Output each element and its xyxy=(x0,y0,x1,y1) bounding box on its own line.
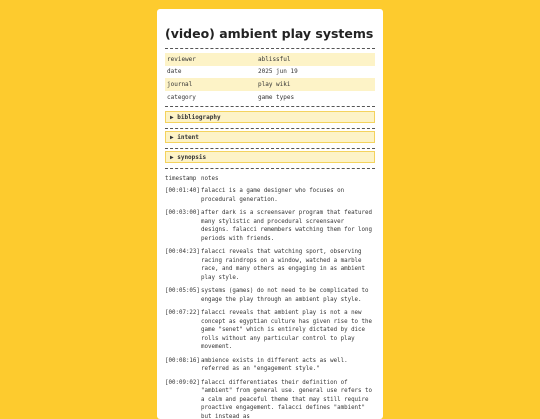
note-row xyxy=(165,248,375,282)
meta-key: category xyxy=(167,93,196,101)
note-timestamp: [00:01:40] xyxy=(165,188,200,195)
note-text: systems (games) do not need to be complicated to engage the play through an ambient play style. xyxy=(201,288,369,303)
note-timestamp: [00:04:23] xyxy=(165,249,200,256)
meta-row-date xyxy=(165,66,375,79)
page-title: (video) ambient play systems xyxy=(165,26,375,49)
section-intent-toggle[interactable]: ▶ intent xyxy=(165,131,375,143)
note-timestamp: [00:03:00] xyxy=(165,210,200,217)
note-timestamp: [00:07:22] xyxy=(165,310,200,317)
section-synopsis-wrap xyxy=(165,149,375,169)
meta-key: journal xyxy=(167,80,193,88)
note-text: falacci reveals that ambient play is not a new concept as egyptian culture has given rise to the game "senet" which is entirely dictated by dice rolls without any particular control to play movement. xyxy=(201,310,373,351)
note-timestamp: [00:05:05] xyxy=(165,288,200,295)
meta-value: game types xyxy=(258,93,295,101)
note-row xyxy=(165,379,375,419)
section-bibliography-wrap xyxy=(165,111,375,129)
notes-table xyxy=(165,176,375,419)
note-text: falacci is a game designer who focuses on procedural generation. xyxy=(201,188,345,203)
note-row xyxy=(165,357,375,374)
timestamp-header: timestamp xyxy=(165,176,197,183)
meta-row-journal xyxy=(165,78,375,91)
note-text: after dark is a screensaver program that featured many stylistic and procedural screensaver designs. falacci remembers watching them for long periods with friends. xyxy=(201,210,373,242)
meta-key: date xyxy=(167,68,182,76)
section-synopsis-toggle[interactable]: ▶ synopsis xyxy=(165,151,375,163)
meta-row-reviewer xyxy=(165,53,375,66)
notes-header-label: notes xyxy=(201,176,219,183)
note-row xyxy=(165,309,375,352)
section-intent-wrap xyxy=(165,129,375,149)
notes-header xyxy=(165,176,375,182)
metadata-table xyxy=(165,53,375,107)
collapsible-sections xyxy=(165,111,375,169)
meta-row-category xyxy=(165,91,375,104)
note-text: falacci reveals that watching sport, observing racing raindrops on a window, watched a marble race, and many others as engaging in as ambient play style. xyxy=(201,249,366,281)
review-card xyxy=(157,9,383,419)
meta-key: reviewer xyxy=(167,55,196,63)
note-row xyxy=(165,187,375,204)
section-bibliography-toggle[interactable]: ▶ bibliography xyxy=(165,111,375,123)
note-timestamp: [00:09:02] xyxy=(165,379,200,386)
note-timestamp: [00:08:16] xyxy=(165,357,200,364)
note-row xyxy=(165,209,375,243)
note-text: falacci differentiates their definition of "ambient" from general use. general use refers to a calm and peaceful theme that may still require proactive engagement. falacci defines "ambient" but instead as xyxy=(201,379,373,419)
meta-value: play wiki xyxy=(258,80,291,88)
meta-value: 2025 jun 19 xyxy=(258,68,298,76)
note-text: ambience exists in different acts as well. referred as an "engagement style." xyxy=(201,357,348,373)
meta-value: ablissful xyxy=(258,55,291,63)
note-row xyxy=(165,287,375,304)
